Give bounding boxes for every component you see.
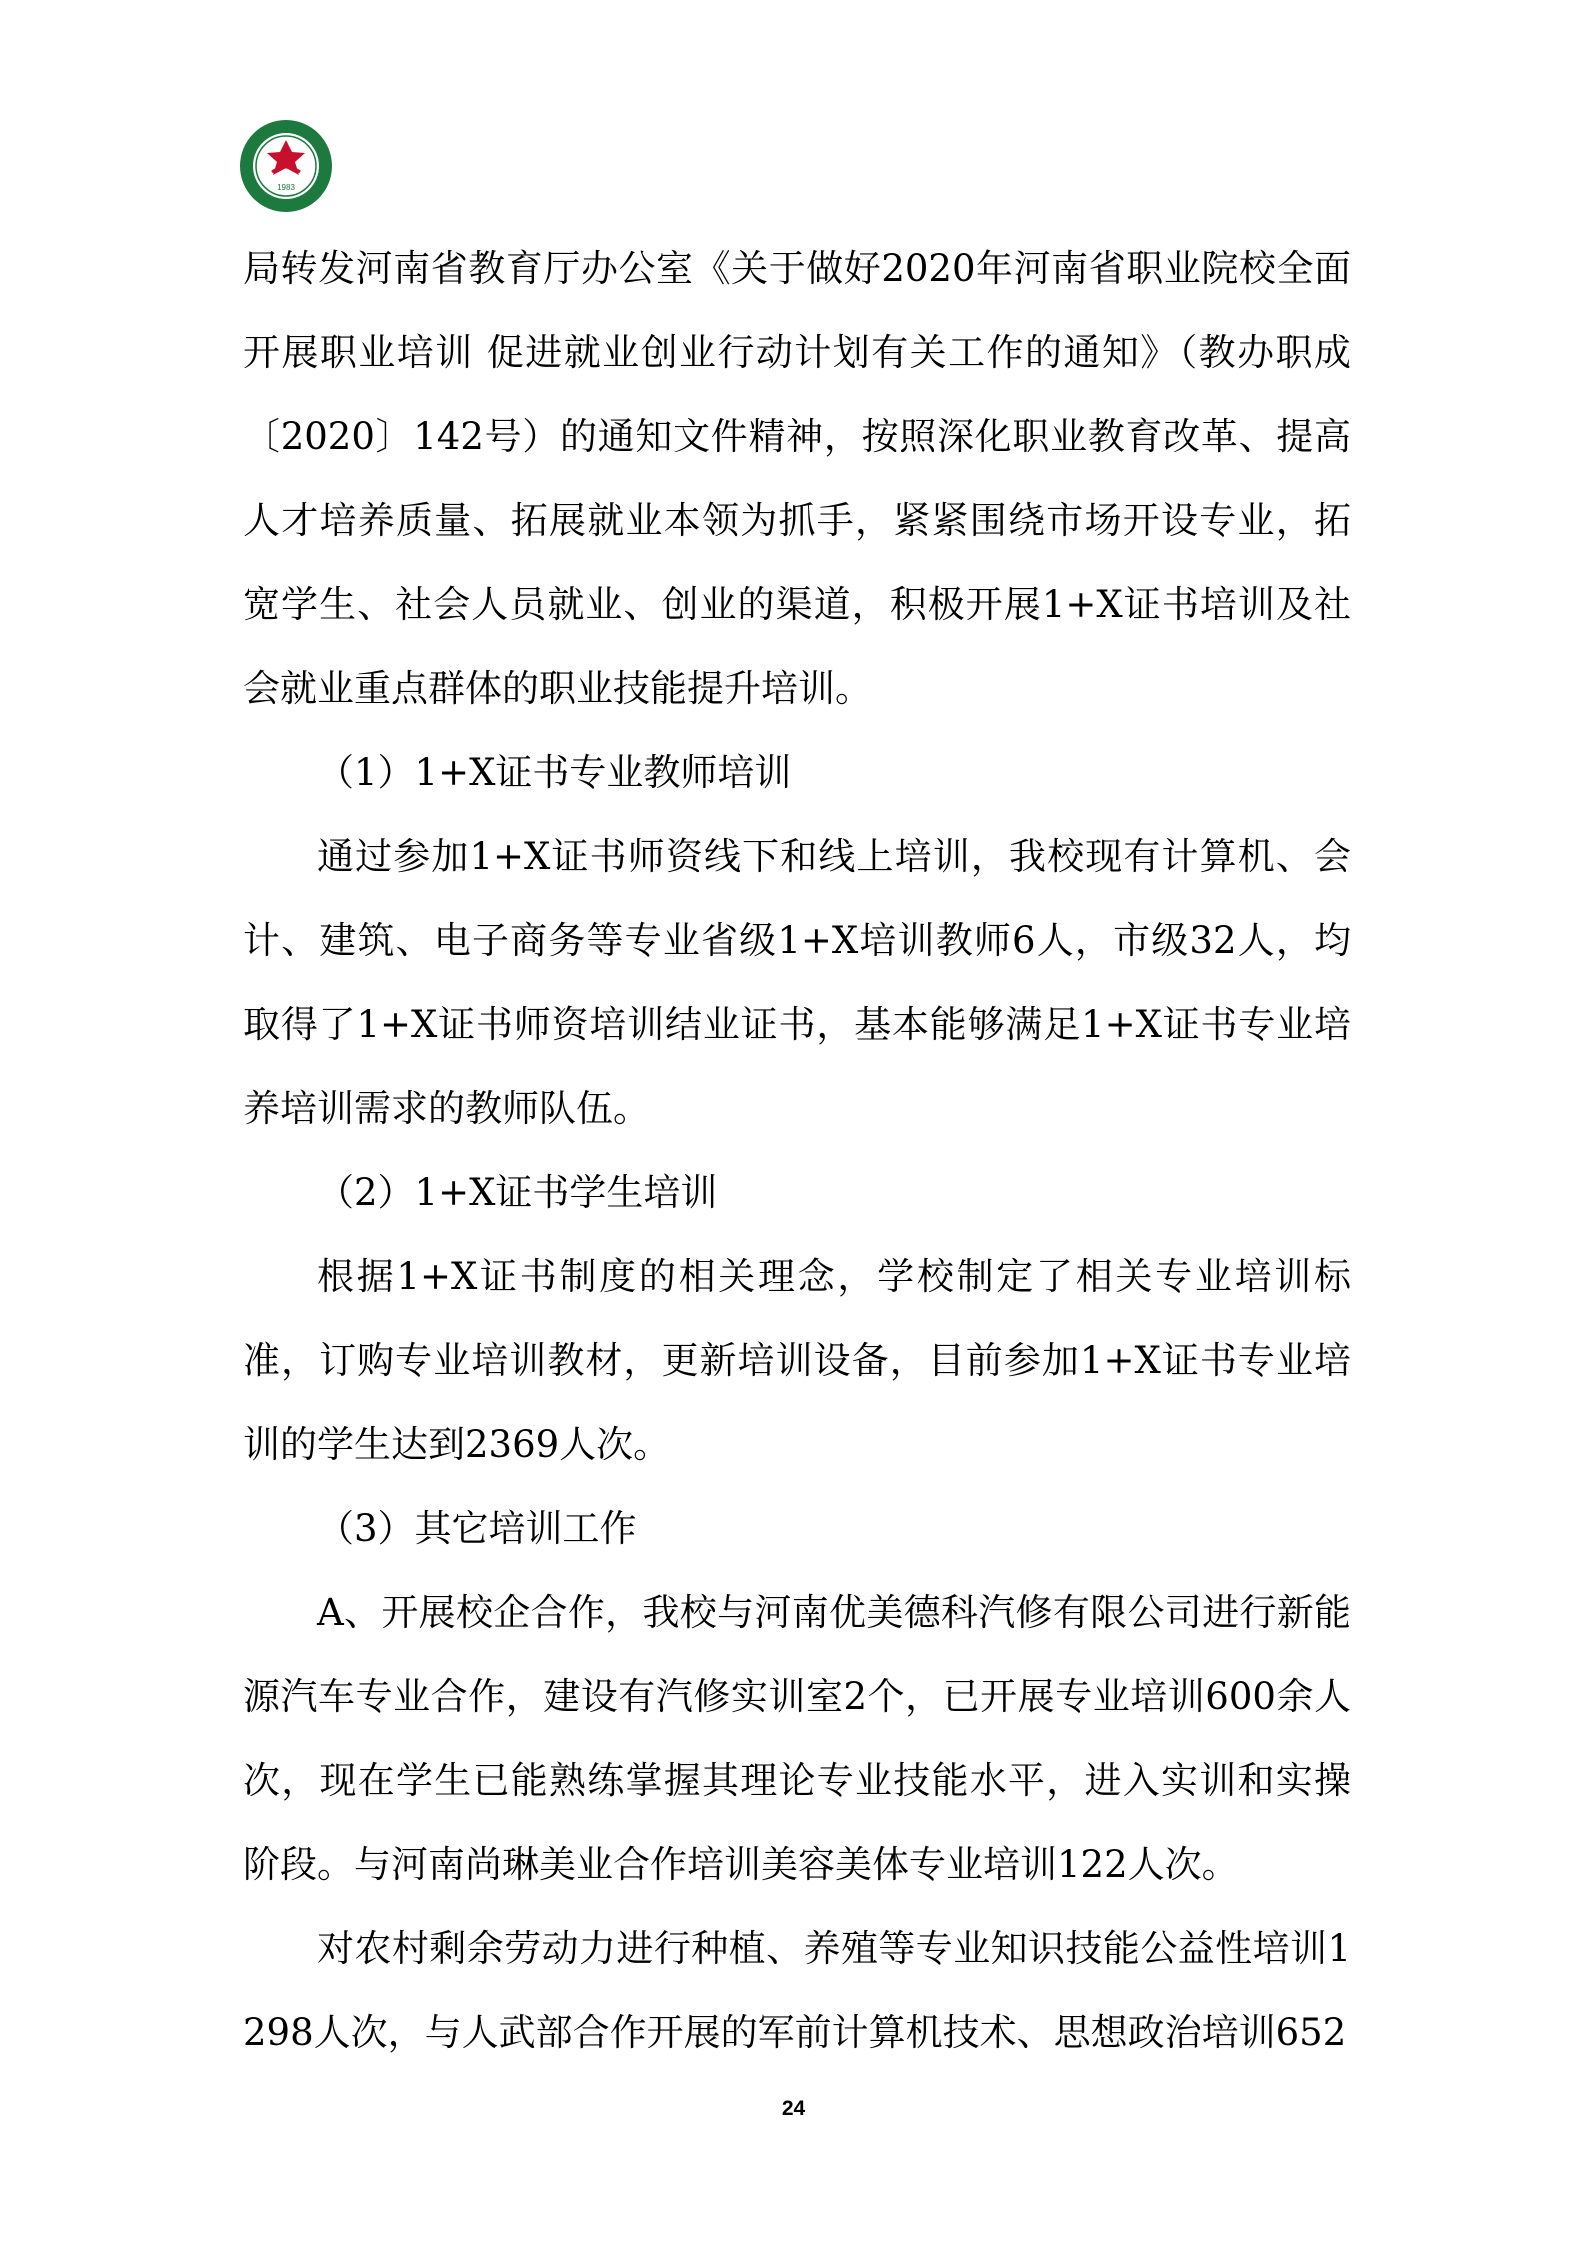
school-logo	[238, 118, 334, 214]
paragraph-notice-context: 局转发河南省教育厅办公室《关于做好2020年河南省职业院校全面开展职业培训 促进就业创业行动计划有关工作的通知》（教办职成〔2020〕142号）的通知文件精神，按照深化职业教育改革、提高人才培养质量、拓展就业本领为抓手，紧紧围绕市场开设专业，拓宽学生、社会人员就业、创业的渠道，积极开展1+X证书培训及社会就业重点群体的职业技能提升培训。	[243, 247, 1351, 710]
svg-text:1983: 1983	[277, 183, 295, 192]
school-emblem-icon	[238, 118, 334, 214]
paragraph-school-enterprise: A、开展校企合作，我校与河南优美德科汽修有限公司进行新能源汽车专业合作，建设有汽修实训室2个，已开展专业培训600余人次，现在学生已能熟练掌握其理论专业技能水平，进入实训和实操阶段。与河南尚琳美业合作培训美容美体专业培训122人次。	[243, 1591, 1351, 1886]
paragraph-student-training: 根据1+X证书制度的相关理念，学校制定了相关专业培训标准，订购专业培训教材，更新培训设备，目前参加1+X证书专业培训的学生达到2369人次。	[243, 1255, 1351, 1466]
paragraph-rural-training: 对农村剩余劳动力进行种植、养殖等专业知识技能公益性培训1298人次，与人武部合作开展的军前计算机技术、思想政治培训652	[243, 1927, 1351, 2054]
heading-student-training: （2）1+X证书学生培训	[317, 1171, 718, 1214]
heading-other-training: （3）其它培训工作	[317, 1507, 637, 1550]
page-number: 24	[781, 2097, 806, 2120]
paragraph-teacher-training: 通过参加1+X证书师资线下和线上培训，我校现有计算机、会计、建筑、电子商务等专业省级1+X培训教师6人，市级32人，均取得了1+X证书师资培训结业证书，基本能够满足1+X证书专业培养培训需求的教师队伍。	[243, 835, 1351, 1130]
document-body	[243, 227, 1351, 2075]
heading-teacher-training: （1）1+X证书专业教师培训	[317, 751, 792, 794]
